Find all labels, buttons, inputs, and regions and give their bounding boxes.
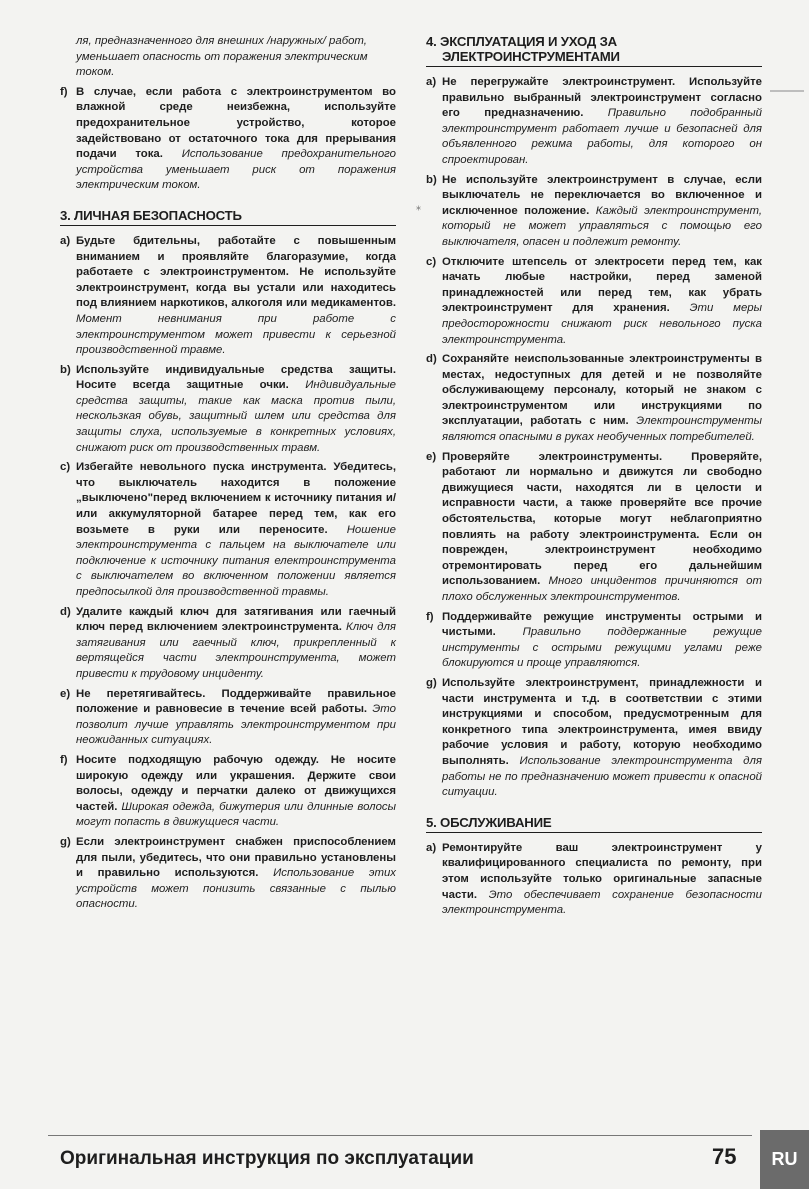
item-label: e) — [60, 687, 71, 700]
list-item — [60, 835, 396, 913]
item-instruction: Поддерживайте режущие инструменты острыми и чистыми. — [442, 610, 762, 639]
item-instruction: Будьте бдительны, работайте с повышенным вниманием и проявляйте благоразумие, когда работаете с электроинструментом. Не используйте электроинструмент, когда вы устали или находитесь под влиянием наркотиков, алкоголя или медикаментов. — [76, 234, 396, 310]
item-instruction: Используйте индивидуальные средства защиты. Носите всегда защитные очки. — [76, 363, 396, 392]
section-title-line: ЭЛЕКТРОИНСТРУМЕНТАМИ — [442, 49, 620, 64]
item-label: a) — [426, 76, 437, 88]
list-item — [60, 605, 396, 683]
page-number: 75 — [712, 1144, 737, 1169]
item-note: Ключ для затягивания или гаечный ключ, прикрепленный к вертящейся части электроинструмента, может привести к трудовому инциденту. — [76, 621, 396, 680]
item-label: f) — [60, 753, 68, 766]
item-note: Правильно подобранный электроинструмент работает лучше и безопасней для объявленного режима работы, для которого он спроектирован. — [442, 107, 762, 166]
item-instruction: Ремонтируйте ваш электроинструмент у квалифицированного специалиста по ремонту, при этом используйте только оригинальные запасные части. — [442, 841, 762, 901]
item-label: d) — [60, 605, 71, 618]
scan-dot: ⁎ — [416, 202, 421, 213]
item-label: c) — [60, 461, 71, 474]
list-item — [60, 363, 396, 457]
item-instruction: В случае, если работа с электроинструментом во влажной среде неизбежна, используйте предохранительное устройство, которое задействовано от остаточного тока для прерывания подачи тока. — [76, 85, 396, 161]
footer-title: Оригинальная инструкция по эксплуатации — [60, 1148, 474, 1169]
list-item — [426, 352, 762, 446]
item-label: e) — [426, 450, 437, 463]
item-instruction: Используйте электроинструмент, принадлежности и части инструмента и т.д. в соответствии с этими инструкциями и способом, предусмотренным для конкретного типа электроинструмента, имея ввиду рабочие условия и работу, которую необходимо выполнять. — [442, 676, 762, 767]
item-label: a) — [426, 841, 437, 854]
list-item — [60, 234, 396, 359]
item-note: Использование этих устройств может понизить связанные с пылью опасности. — [76, 867, 396, 911]
item-label: c) — [426, 255, 437, 268]
item-note: Ношение электроинструмента с пальцем на выключателе или подключение к источнику питания електроинструмента с выключателем во включенном положении является предпосылкой для производственной травмы. — [76, 523, 396, 598]
item-label: b) — [426, 173, 437, 186]
item-instruction: Удалите каждый ключ для затягивания или гаечный ключ перед включением электроинструмента. — [76, 605, 396, 634]
item-note: Использование предохранительного устройства уменьшает риск от поражения электрическим током. — [76, 148, 396, 192]
section-title-operation-care — [426, 34, 762, 67]
list-item — [426, 841, 762, 919]
item-note: Каждый электроинструмент, который не может управляться с помощью его выключателя, опасен и подлежит ремонту. — [442, 204, 762, 248]
left-column — [60, 34, 396, 917]
list-item — [426, 676, 762, 801]
section-title-maintenance: 5. ОБСЛУЖИВАНИЕ — [426, 815, 762, 833]
item-instruction: Не используйте электроинструмент в случае, если выключатель не переключается во включенное и исключенное положение. — [442, 173, 762, 217]
right-column — [426, 34, 762, 923]
list-item-intro-f — [60, 85, 396, 194]
list-item — [426, 610, 762, 672]
item-instruction: Проверяйте электроинструменты. Проверяйте, работают ли нормально и движутся ли свободно движущиеся части, находятся ли в целости и исправности части, а также проверяйте все прочие обстоятельства, которые могут неблагоприятно повлиять на работу электроинструмента. Если он поврежден, электроинструмент необходимо отремонтировать перед его дальнейшим использованием. — [442, 450, 762, 588]
list-item — [426, 255, 762, 349]
item-instruction: Носите подходящую рабочую одежду. Не носите широкую одежду или украшения. Держите свои волосы, одежду и перчатки далеко от движущихся частей. — [76, 753, 396, 813]
language-badge: RU — [760, 1130, 809, 1189]
scan-mark — [770, 90, 804, 92]
list-item — [426, 173, 762, 251]
item-label: f) — [60, 85, 68, 98]
list-item — [60, 687, 396, 749]
item-instruction: Избегайте невольного пуска инструмента. Убедитесь, что выключатель находится в положение „выключено"перед включением к источнику питания и/или аккумуляторной батарее перед тем, как его возьмете в руки или переносите. — [76, 461, 396, 536]
item-note: Момент невнимания при работе с электроинструментом может привести к серьезной производственной травме. — [76, 312, 396, 357]
section-title-line: 4. ЭКСПЛУАТАЦИЯ И УХОД ЗА — [426, 34, 617, 49]
item-note: Эти меры предосторожности снижают риск невольного пуска электроинструмента. — [442, 302, 762, 346]
item-label: g) — [60, 835, 71, 848]
item-note: Это обеспечивает сохранение безопасности электроинструмента. — [442, 888, 762, 917]
footer-divider — [48, 1135, 752, 1136]
item-note: Это позволит лучше управлять электроинструментом при неожиданных ситуациях. — [76, 703, 396, 747]
item-label: a) — [60, 234, 71, 247]
item-note: Правильно поддержанные режущие инструменты с острыми режущими углами реже блокируются и проще управляются. — [442, 626, 762, 670]
item-label: f) — [426, 610, 434, 623]
item-instruction: Не перетягивайтесь. Поддерживайте правильное положение и равновесие в течение всей работы. — [76, 687, 396, 716]
item-instruction: Сохраняйте неиспользованные электроинструменты в местах, недоступных для детей и не позволяйте обслуживающему персоналу, который не знаком с электроинструментом или инструкциями по эксплуатации, работать с ним. — [442, 353, 762, 428]
item-note: Электроинструменты являются опасными в руках необученных потребителей. — [442, 415, 763, 444]
item-note: Много инцидентов причиняются от плохо обслуженных электроинструментов. — [442, 575, 762, 603]
item-note: Индивидуальные средства защиты, такие как маска против пыли, нескользкая обувь, защитный шлем или средства для защиты слуха, используемые в конкретных условиях, снижают риск от производственных травм. — [76, 379, 396, 454]
list-item — [60, 753, 396, 831]
item-instruction: Не перегружайте электроинструмент. Используйте правильно выбранный электроинструмент согласно его предназначению. — [442, 76, 762, 120]
item-instruction: Если электроинструмент снабжен приспособлением для пыли, убедитесь, что они правильно установлены и правильно используются. — [76, 835, 396, 880]
section-title-personal-safety: 3. ЛИЧНАЯ БЕЗОПАСНОСТЬ — [60, 208, 396, 226]
list-item — [426, 450, 762, 606]
item-label: b) — [60, 363, 71, 376]
item-note: Широкая одежда, бижутерия или длинные волосы могут попасть в движущиеся части. — [76, 800, 396, 829]
list-item — [426, 75, 762, 169]
list-item — [60, 460, 396, 600]
item-note: Использование электроинструмента для работы не по предназначению может привести к опасной ситуации. — [442, 754, 762, 799]
intro-continuation: ля, предназначенного для внешних /наружных/ работ, уменьшает опасность от поражения электрическим током. — [76, 35, 368, 79]
item-label: d) — [426, 353, 437, 366]
item-label: g) — [426, 676, 437, 689]
item-instruction: Отключите штепсель от электросети перед тем, как начать любые настройки, перед заменой принадлежностей или перед тем, как убрать электроинструмент для хранения. — [442, 255, 762, 315]
